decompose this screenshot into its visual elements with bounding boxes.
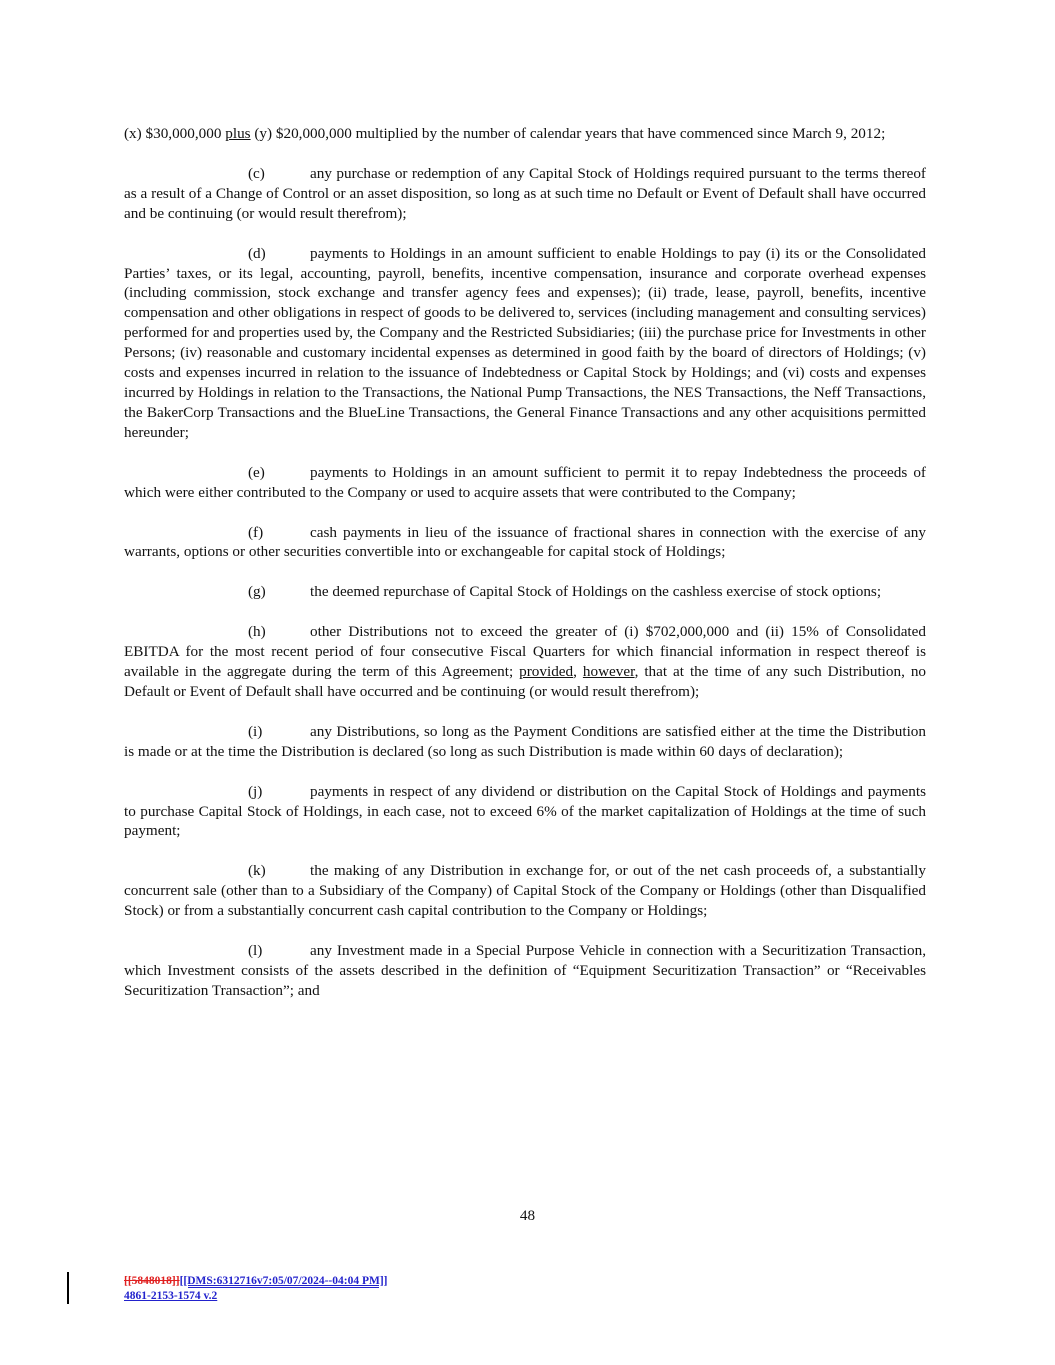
- comma: ,: [573, 663, 583, 681]
- clause-label: (h): [248, 623, 266, 641]
- clause-text: other Distributions not to exceed the greater of (i) $702,000,000 and (ii) 15% of Consolidated EBITDA for the most recent period of four consecutive Fiscal Quarters for which financial information in respect thereof is available in the aggregate during the term of this Agreement;: [124, 623, 926, 681]
- clause-label: (d): [248, 244, 266, 262]
- clause-text: any Distributions, so long as the Payment Conditions are satisfied either at the time the Distribution is made or at the time the Distribution is declared (so long as such Distribution is made within 60 days of declaration);: [124, 722, 926, 760]
- clause-text: the making of any Distribution in exchange for, or out of the net cash proceeds of, a substantially concurrent sale (other than to a Subsidiary of the Company) of Capital Stock of the Company or Holdings (other than Disqualified Stock) or from a substantially concurrent cash capital contribution to the Company or Holdings;: [124, 862, 926, 920]
- clause-h: [124, 622, 926, 702]
- inserted-reference: [[DMS:6312716v7:05/07/2024--04:04 PM]]: [179, 1275, 388, 1287]
- clause-g: [124, 582, 926, 602]
- clause-text: cash payments in lieu of the issuance of fractional shares in connection with the exercise of any warrants, options or other securities convertible into or exchangeable for capital stock of Holdings;: [124, 523, 926, 561]
- provided-term: provided: [519, 663, 574, 681]
- intro-text-2: (y) $20,000,000 multiplied by the number of calendar years that have commenced since March 9, 2012;: [250, 125, 886, 142]
- clause-label: (j): [248, 782, 263, 800]
- clause-text: the deemed repurchase of Capital Stock of Holdings on the cashless exercise of stock options;: [310, 583, 882, 601]
- clause-label: (k): [248, 862, 266, 880]
- clause-l: [124, 941, 926, 1001]
- clause-text-end: , that at the time of any such Distribution, no Default or Event of Default shall have occurred and be continuing (or would result therefrom);: [124, 663, 927, 700]
- clause-i: [124, 722, 926, 762]
- page-number: 48: [519, 1207, 536, 1224]
- clause-text: payments to Holdings in an amount sufficient to permit it to repay Indebtedness the proceeds of which were either contributed to the Company or used to acquire assets that were contributed to the Company;: [124, 463, 926, 501]
- clause-j: [124, 782, 926, 842]
- intro-paragraph: [124, 124, 926, 144]
- clause-label: (f): [248, 523, 264, 541]
- clause-e: [124, 463, 926, 503]
- clause-label: (c): [248, 164, 265, 182]
- clause-text: any Investment made in a Special Purpose Vehicle in connection with a Securitization Transaction, which Investment consists of the assets described in the definition of “Equipment Securitization Transaction” or “Receivables Securitization Transaction”; and: [124, 942, 926, 999]
- document-body: [124, 124, 926, 1021]
- clause-label: (l): [248, 942, 263, 960]
- clause-text: payments to Holdings in an amount sufficient to enable Holdings to pay (i) its or the Consolidated Parties’ taxes, or its legal, accounting, payroll, benefits, incentive compensation, insurance and corporate overhead expenses (including commission, stock exchange and transfer agency fees and expenses); (ii) trade, lease, payroll, benefits, incentive compensation and other obligations in respect of goods to be delivered to, services (including management and consulting services) performed for and properties used by, the Company and the Restricted Subsidiaries; (iii) the purchase price for Investments in other Persons; (iv) reasonable and customary incidental expenses as determined in good faith by the board of directors of Holdings; (v) costs and expenses incurred in relation to the issuance of Indebtedness or Capital Stock by Holdings; and (vi) costs and expenses incurred by Holdings in relation to the Transactions, the National Pump Transactions, the NES Transactions, the Neff Transactions, the BakerCorp Transactions and the BlueLine Transactions, the General Finance Transactions and any other acquisitions permitted hereunder;: [124, 244, 926, 441]
- deleted-reference: [[5848018]]: [124, 1275, 180, 1287]
- change-bar: [67, 1272, 69, 1304]
- footer-refs: [124, 1274, 388, 1289]
- plus-term: plus: [225, 125, 251, 142]
- document-footer: [124, 1274, 388, 1304]
- however-term: however: [582, 663, 635, 681]
- clause-d: [124, 244, 926, 443]
- clause-label: (g): [248, 583, 266, 601]
- clause-label: (e): [248, 463, 265, 481]
- clause-c: [124, 164, 926, 224]
- document-id: 4861-2153-1574 v.2: [124, 1290, 218, 1302]
- clause-k: [124, 861, 926, 921]
- clause-label: (i): [248, 722, 263, 740]
- intro-text-1: (x) $30,000,000: [124, 125, 226, 142]
- clause-text: payments in respect of any dividend or distribution on the Capital Stock of Holdings and payments to purchase Capital Stock of Holdings, in each case, not to exceed 6% of the market capitalization of Holdings at the time of such payment;: [124, 782, 926, 840]
- clause-f: [124, 523, 926, 563]
- clause-text: any purchase or redemption of any Capital Stock of Holdings required pursuant to the terms thereof as a result of a Change of Control or an asset disposition, so long as at such time no Default or Event of Default shall have occurred and be continuing (or would result therefrom);: [124, 164, 926, 222]
